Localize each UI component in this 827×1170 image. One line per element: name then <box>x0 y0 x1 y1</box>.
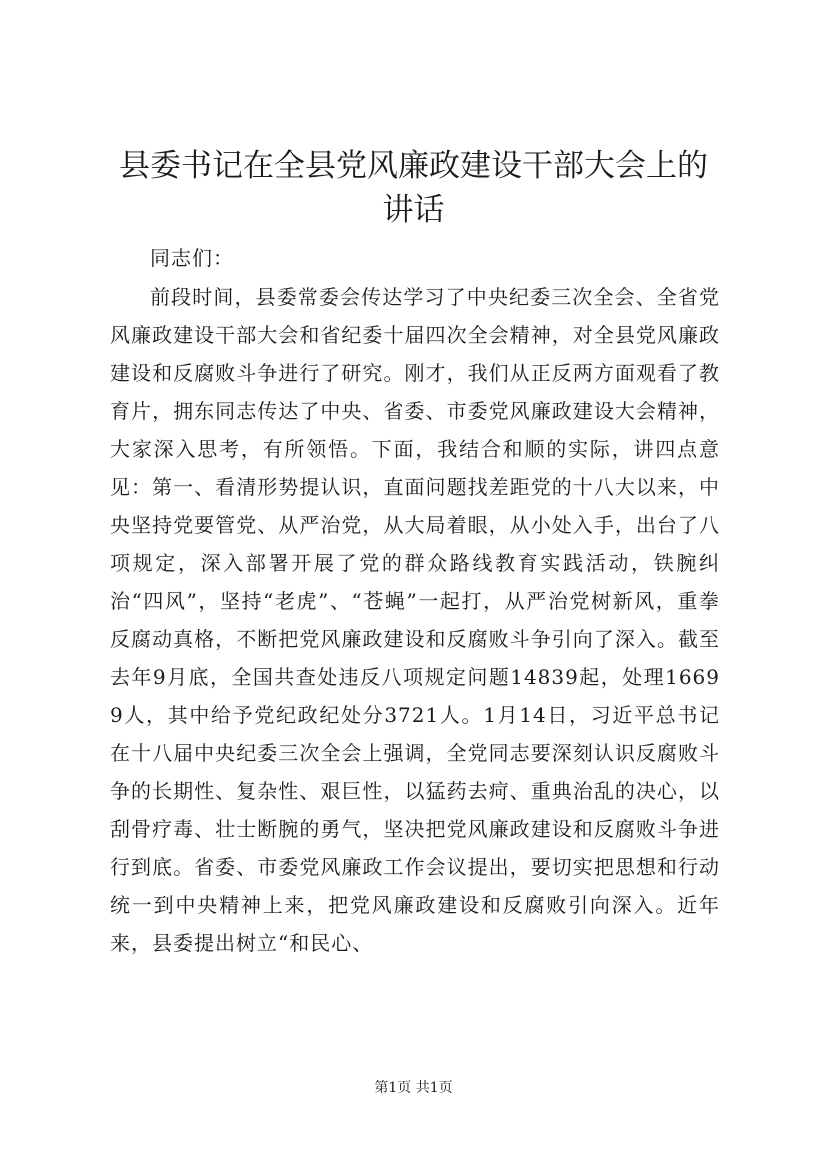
document-body <box>110 239 720 962</box>
body-paragraph: 前段时间，县委常委会传达学习了中央纪委三次全会、全省党风廉政建设干部大会和省纪委十届四次全会精神，对全县党风廉政建设和反腐败斗争进行了研究。刚才，我们从正反两方面观看了教育片，拥东同志传达了中央、省委、市委党风廉政建设大会精神，大家深入思考，有所领悟。下面，我结合和顺的实际，讲四点意见：第一、看清形势提认识，直面问题找差距党的十八大以来，中央坚持党要管党、从严治党，从大局着眼，从小处入手，出台了八项规定，深入部署开展了党的群众路线教育实践活动，铁腕纠治“四风”，坚持“老虎”、“苍蝇”一起打，从严治党树新风，重拳反腐动真格，不断把党风廉政建设和反腐败斗争引向了深入。截至去年9月底，全国共查处违反八项规定问题14839起，处理16699人，其中给予党纪政纪处分3721人。1月14日，习近平总书记在十八届中央纪委三次全会上强调，全党同志要深刻认识反腐败斗争的长期性、复杂性、艰巨性，以猛药去疴、重典治乱的决心，以刮骨疗毒、壮士断腕的勇气，坚决把党风廉政建设和反腐败斗争进行到底。省委、市委党风廉政工作会议提出，要切实把思想和行动统一到中央精神上来，把党风廉政建设和反腐败引向深入。近年来，县委提出树立“和民心、 <box>110 285 720 955</box>
document-title: 县委书记在全县党风廉政建设干部大会上的讲话 <box>119 148 708 228</box>
salutation: 同志们： <box>150 246 234 270</box>
page-footer: 第1页 共1页 <box>374 1080 453 1096</box>
